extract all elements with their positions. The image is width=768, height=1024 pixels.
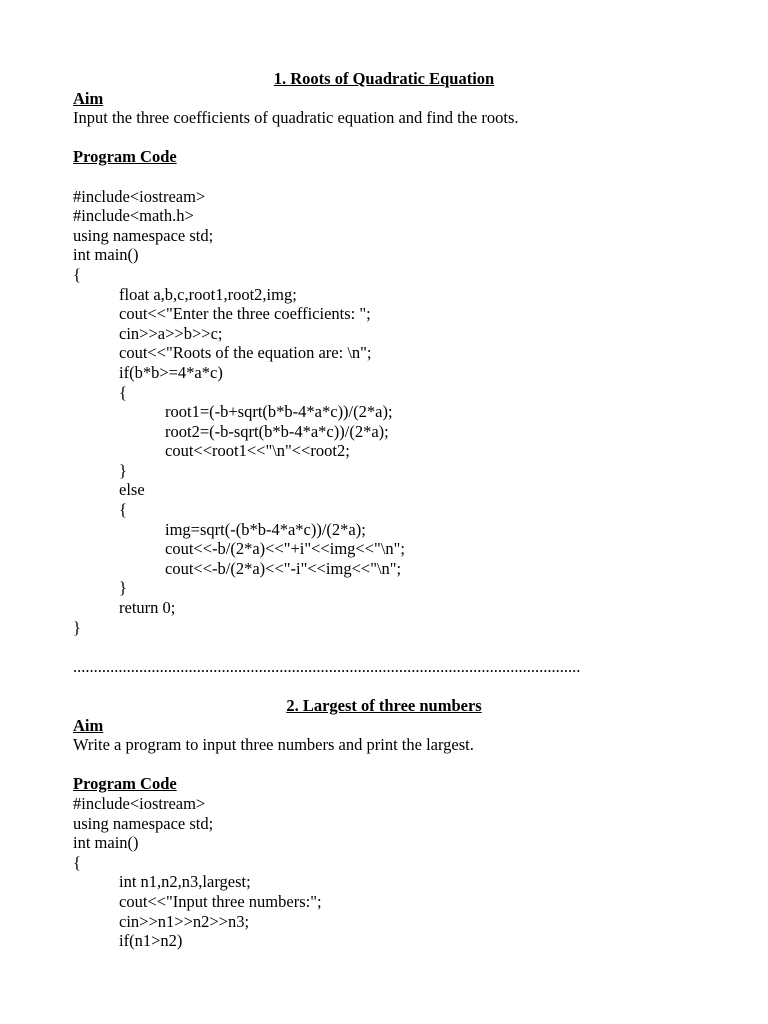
- section-2-code-block: [0, 794, 768, 951]
- blank-line: [0, 637, 768, 657]
- code-line: using namespace std;: [73, 225, 214, 245]
- section-1-aim-text: Input the three coefficients of quadratic equation and find the roots.: [73, 108, 519, 128]
- section-1-aim-heading: Aim: [73, 88, 104, 108]
- code-line: cout<<"Input three numbers:";: [119, 891, 322, 911]
- code-line: cout<<root1<<"\n"<<root2;: [165, 441, 350, 461]
- code-line: cout<<-b/(2*a)<<"+i"<<img<<"\n";: [165, 539, 405, 559]
- code-line: return 0;: [119, 598, 176, 618]
- code-line: }: [73, 617, 81, 637]
- section-2-aim-text: Write a program to input three numbers and print the largest.: [73, 735, 474, 755]
- blank-line: [0, 676, 768, 696]
- code-line: int main(): [73, 833, 139, 853]
- code-line: else: [119, 480, 145, 500]
- code-line: {: [119, 500, 127, 520]
- blank-line: [0, 167, 768, 187]
- code-line: #include<iostream>: [73, 793, 206, 813]
- code-line: if(b*b>=4*a*c): [119, 362, 223, 382]
- dotted-separator: ...........................................................................................................................: [73, 656, 581, 676]
- code-line: }: [119, 578, 127, 598]
- section-1-title: 1. Roots of Quadratic Equation: [273, 69, 495, 88]
- code-line: root1=(-b+sqrt(b*b-4*a*c))/(2*a);: [165, 402, 393, 422]
- code-line: img=sqrt(-(b*b-4*a*c))/(2*a);: [165, 519, 366, 539]
- section-1-code-block: [0, 187, 768, 638]
- code-line: #include<iostream>: [73, 186, 206, 206]
- code-line: {: [73, 852, 81, 872]
- section-2-title: 2. Largest of three numbers: [286, 696, 482, 715]
- code-line: cout<<"Roots of the equation are: \n";: [119, 343, 372, 363]
- code-line: {: [119, 382, 127, 402]
- code-line: if(n1>n2): [119, 931, 183, 951]
- code-line: {: [73, 264, 81, 284]
- code-line: int n1,n2,n3,largest;: [119, 872, 251, 892]
- blank-line: [0, 128, 768, 148]
- code-line: root2=(-b-sqrt(b*b-4*a*c))/(2*a);: [165, 421, 389, 441]
- document-page: [0, 69, 768, 951]
- code-line: cout<<"Enter the three coefficients: ";: [119, 304, 371, 324]
- section-1-code-heading: Program Code: [73, 147, 177, 167]
- code-line: cout<<-b/(2*a)<<"-i"<<img<<"\n";: [165, 558, 402, 578]
- blank-line: [0, 755, 768, 775]
- code-line: cin>>n1>>n2>>n3;: [119, 911, 250, 931]
- code-line: int main(): [73, 245, 139, 265]
- code-line: using namespace std;: [73, 813, 214, 833]
- section-2-code-heading: Program Code: [73, 774, 177, 794]
- code-line: #include<math.h>: [73, 206, 194, 226]
- code-line: float a,b,c,root1,root2,img;: [119, 284, 297, 304]
- code-line: }: [119, 460, 127, 480]
- code-line: cin>>a>>b>>c;: [119, 323, 223, 343]
- section-2-aim-heading: Aim: [73, 715, 104, 735]
